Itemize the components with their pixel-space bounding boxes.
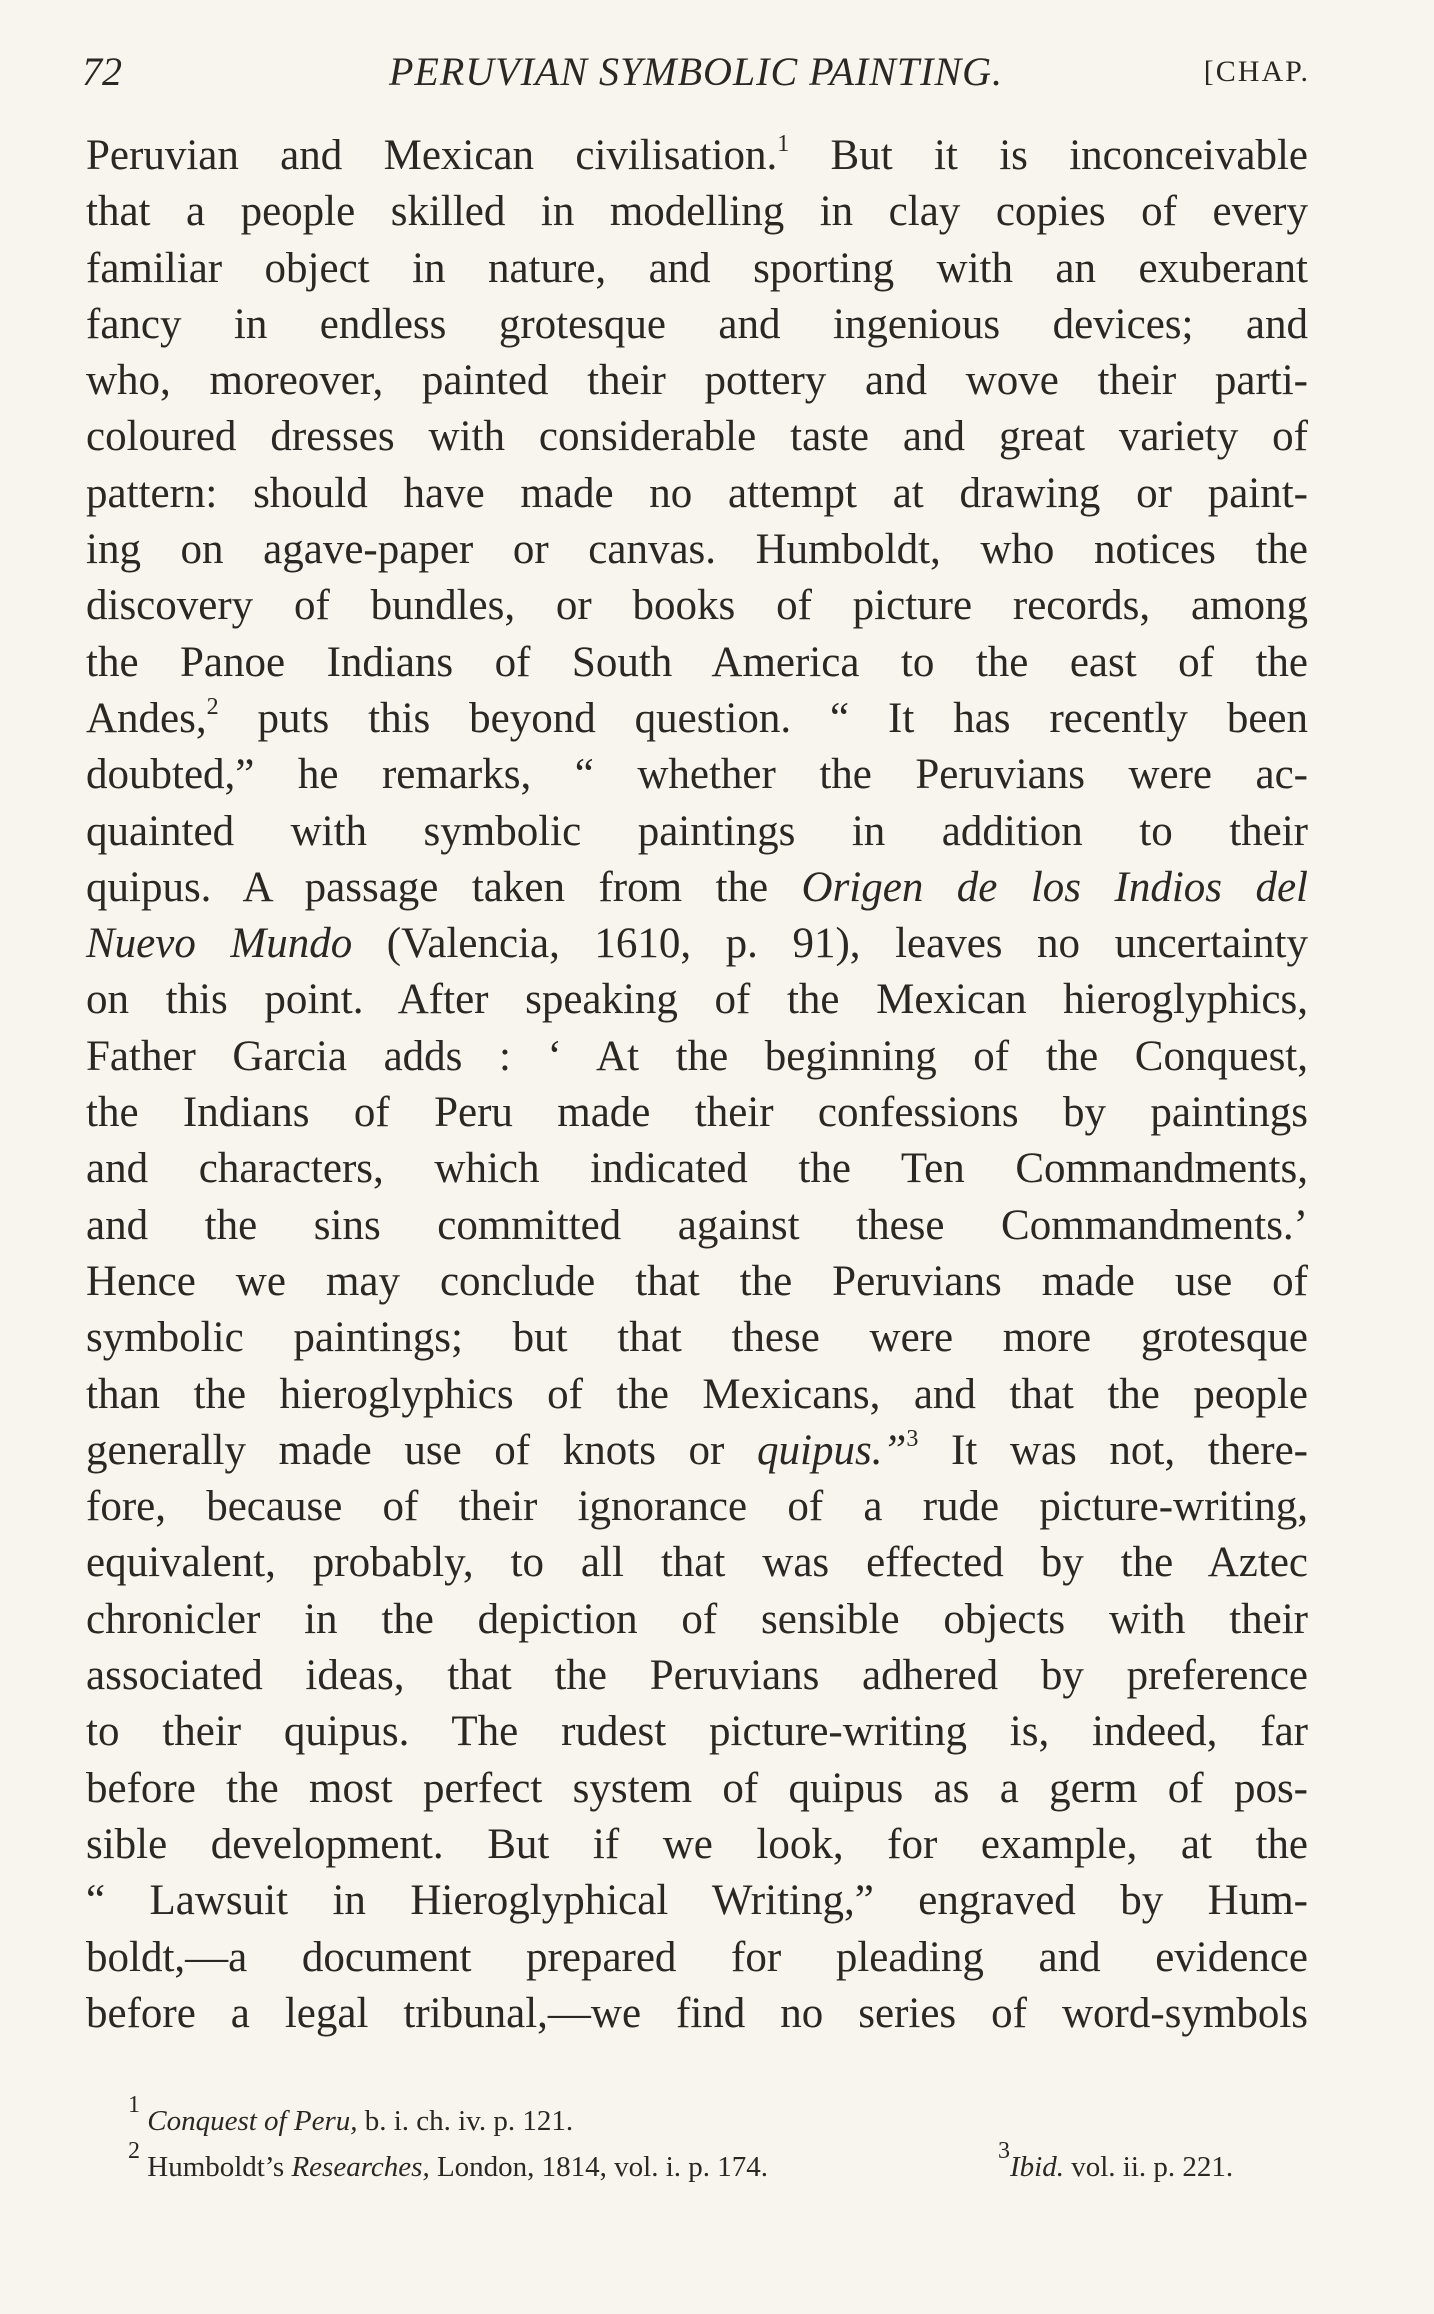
text-line: “ Lawsuit in Hieroglyphical Writing,” engraved by Hum-	[86, 1877, 1308, 1925]
text-line: discovery of bundles, or books of picture records, among	[86, 582, 1308, 630]
text-line: chronicler in the depiction of sensible objects with their	[86, 1595, 1308, 1643]
footnote-ref-2: 2	[206, 693, 219, 720]
text-line: on this point. After speaking of the Mexican hieroglyphics,	[86, 976, 1308, 1024]
text-line: equivalent, probably, to all that was effected by the Aztec	[86, 1539, 1308, 1587]
footnote-ref-3: 3	[906, 1425, 919, 1452]
text-line: boldt,—a document prepared for pleading and evidence	[86, 1933, 1308, 1981]
text-line: the Panoe Indians of South America to the east of the	[86, 638, 1308, 686]
footnote-2: $^2$ Humboldt’s Researches, London, 1814, vol. i. p. 174. $^3$Ibid. vol. ii. p. 221.	[86, 2144, 1308, 2190]
text-line: pattern: should have made no attempt at drawing or paint-	[86, 469, 1308, 517]
text-line: Hence we may conclude that the Peruvians made use of	[86, 1257, 1308, 1305]
italic-title: Origen de los Indios del	[801, 863, 1309, 911]
text-line: Andes,$^2$ puts this beyond question. “ It has recently been	[86, 693, 1308, 742]
text-line: and the sins committed against these Commandments.’	[86, 1201, 1308, 1249]
text-line: Peruvian and Mexican civilisation.$^1$ But it is inconceivable	[86, 131, 1308, 179]
text-line: ing on agave-paper or canvas. Humboldt, who notices the	[86, 526, 1308, 574]
italic-word: quipus.”	[757, 1426, 907, 1474]
text-line: generally made use of knots or quipus.”$^3$ It was not, there-	[86, 1425, 1308, 1474]
italic-title: Nuevo Mundo	[86, 920, 353, 968]
text-line: who, moreover, painted their pottery and wove their parti-	[86, 357, 1308, 405]
text-line: symbolic paintings; but that these were more grotesque	[86, 1314, 1308, 1362]
text-line: the Indians of Peru made their confessions by paintings	[86, 1089, 1308, 1137]
footnote-ref-1: 1	[777, 131, 790, 157]
text-line: familiar object in nature, and sporting with an exuberant	[86, 244, 1308, 292]
body-text	[86, 128, 1308, 2042]
text-line: quipus. A passage taken from the Origen de los Indios del	[86, 863, 1309, 911]
footnotes	[86, 2092, 1308, 2190]
text-line: to their quipus. The rudest picture-writing is, indeed, far	[86, 1708, 1308, 1756]
text-line: than the hieroglyphics of the Mexicans, and that the people	[86, 1370, 1308, 1418]
text-line: before the most perfect system of quipus as a germ of pos-	[86, 1764, 1308, 1812]
text-line: Nuevo Mundo (Valencia, 1610, p. 91), leaves no uncertainty	[86, 920, 1309, 968]
text-line: and characters, which indicated the Ten Commandments,	[86, 1145, 1308, 1193]
text-line: coloured dresses with considerable taste and great variety of	[86, 413, 1308, 461]
running-title: PERUVIAN SYMBOLIC PAINTING.	[388, 49, 1004, 94]
text-line: fore, because of their ignorance of a rude picture-writing,	[86, 1483, 1308, 1531]
text-line: Father Garcia adds : ‘ At the beginning of the Conquest,	[86, 1032, 1308, 1080]
page-number: 72	[82, 49, 122, 94]
chapter-marker: [CHAP.	[1203, 55, 1310, 88]
text-line: that a people skilled in modelling in clay copies of every	[86, 188, 1308, 236]
text-line: before a legal tribunal,—we find no series of word-symbols	[86, 1989, 1308, 2037]
footnote-3: $^3$Ibid. vol. ii. p. 221.	[998, 2138, 1234, 2183]
text-line: quainted with symbolic paintings in addition to their	[86, 807, 1308, 855]
text-line: doubted,” he remarks, “ whether the Peruvians were ac-	[86, 751, 1308, 799]
text-line: fancy in endless grotesque and ingenious devices; and	[86, 300, 1308, 348]
running-head	[82, 42, 1310, 102]
footnote-1: $^1$ Conquest of Peru, b. i. ch. iv. p. 121.	[128, 2092, 574, 2137]
text-line: sible development. But if we look, for example, at the	[86, 1820, 1308, 1868]
text-line: associated ideas, that the Peruvians adhered by preference	[86, 1652, 1308, 1700]
